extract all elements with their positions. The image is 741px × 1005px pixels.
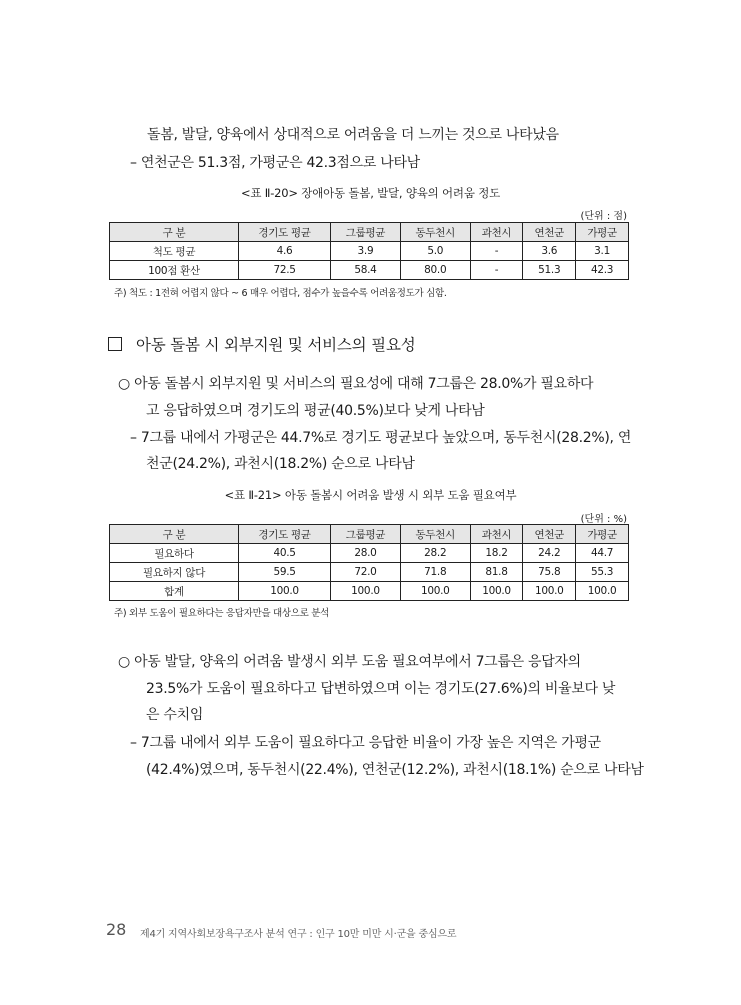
table2-header-cell: 그룹평균 bbox=[331, 525, 401, 544]
table-row bbox=[110, 582, 629, 601]
table-cell: 18.2 bbox=[470, 544, 523, 563]
table-cell: 100점 환산 bbox=[110, 261, 239, 280]
para2-line-5: (42.4%)였으며, 동두천시(22.4%), 연천군(12.2%), 과천시(18.1%) 순으로 나타남 bbox=[146, 762, 644, 778]
table1-unit: (단위 : 점) bbox=[580, 211, 627, 222]
table1-header-cell: 동두천시 bbox=[400, 223, 470, 242]
table2-header-cell: 구 분 bbox=[110, 525, 239, 544]
section-title: 아동 돌봄 시 외부지원 및 서비스의 필요성 bbox=[136, 336, 416, 354]
table-cell: 75.8 bbox=[523, 563, 576, 582]
table-cell: 100.0 bbox=[331, 582, 401, 601]
intro-line-1: 돌봄, 발달, 양육에서 상대적으로 어려움을 더 느끼는 것으로 나타났음 bbox=[147, 127, 559, 143]
table-cell: 51.3 bbox=[523, 261, 576, 280]
table-row bbox=[110, 544, 629, 563]
table-row bbox=[110, 563, 629, 582]
para1-line-3: – 7그룹 내에서 가평군은 44.7%로 경기도 평균보다 높았으며, 동두천시(28.2%), 연 bbox=[130, 430, 632, 446]
table1-header-cell: 그룹평균 bbox=[331, 223, 401, 242]
table-cell: 55.3 bbox=[576, 563, 629, 582]
intro-line-2: – 연천군은 51.3점, 가평군은 42.3점으로 나타남 bbox=[130, 155, 420, 171]
table-cell: 3.9 bbox=[331, 242, 401, 261]
table1-header-cell: 가평군 bbox=[576, 223, 629, 242]
table-cell: 3.1 bbox=[576, 242, 629, 261]
para1-line-4: 천군(24.2%), 과천시(18.2%) 순으로 나타남 bbox=[146, 456, 415, 472]
table-row bbox=[110, 242, 629, 261]
table-cell: 42.3 bbox=[576, 261, 629, 280]
para2-line-2: 23.5%가 도움이 필요하다고 답변하였으며 이는 경기도(27.6%)의 비율보다 낮 bbox=[146, 681, 616, 697]
para2-line-3: 은 수치임 bbox=[146, 707, 204, 723]
table-cell: 100.0 bbox=[470, 582, 523, 601]
table2-note: 주) 외부 도움이 필요하다는 응답자만을 대상으로 분석 bbox=[114, 608, 330, 619]
table2-unit: (단위 : %) bbox=[580, 514, 627, 525]
table1-header-cell: 경기도 평균 bbox=[239, 223, 331, 242]
table-cell: 40.5 bbox=[239, 544, 331, 563]
table-cell: 28.2 bbox=[400, 544, 470, 563]
table-cell: 5.0 bbox=[400, 242, 470, 261]
para2-line-1: ○ 아동 발달, 양육의 어려움 발생시 외부 도움 필요여부에서 7그룹은 응답자의 bbox=[118, 654, 581, 670]
table-cell: 100.0 bbox=[576, 582, 629, 601]
page-number: 28 bbox=[106, 920, 127, 939]
table-cell: 80.0 bbox=[400, 261, 470, 280]
table2-caption: <표 Ⅱ-21> 아동 돌봄시 어려움 발생 시 외부 도움 필요여부 bbox=[224, 488, 517, 502]
table-cell: 58.4 bbox=[331, 261, 401, 280]
table1-header-cell: 연천군 bbox=[523, 223, 576, 242]
table-cell: 72.0 bbox=[331, 563, 401, 582]
table-cell: 합계 bbox=[110, 582, 239, 601]
table2-header-row bbox=[110, 525, 629, 544]
table-cell: 71.8 bbox=[400, 563, 470, 582]
table-cell: - bbox=[470, 261, 523, 280]
table1-header-cell: 과천시 bbox=[470, 223, 523, 242]
table-cell: 24.2 bbox=[523, 544, 576, 563]
checkbox-square-icon bbox=[108, 337, 122, 351]
table-cell: 28.0 bbox=[331, 544, 401, 563]
table1-header-row bbox=[110, 223, 629, 242]
table2-header-cell: 과천시 bbox=[470, 525, 523, 544]
table-cell: 72.5 bbox=[239, 261, 331, 280]
section-heading bbox=[108, 333, 416, 355]
table-cell: - bbox=[470, 242, 523, 261]
para1-line-2: 고 응답하였으며 경기도의 평균(40.5%)보다 낮게 나타남 bbox=[146, 403, 485, 419]
table-cell: 3.6 bbox=[523, 242, 576, 261]
table-cell: 100.0 bbox=[523, 582, 576, 601]
table-cell: 필요하다 bbox=[110, 544, 239, 563]
table2-header-cell: 가평군 bbox=[576, 525, 629, 544]
para1-line-1: ○ 아동 돌봄시 외부지원 및 서비스의 필요성에 대해 7그룹은 28.0%가 필요하다 bbox=[118, 376, 594, 392]
table2-header-cell: 경기도 평균 bbox=[239, 525, 331, 544]
table2 bbox=[109, 524, 629, 601]
table-cell: 44.7 bbox=[576, 544, 629, 563]
table1-header-cell: 구 분 bbox=[110, 223, 239, 242]
table2-header-cell: 동두천시 bbox=[400, 525, 470, 544]
table1-note: 주) 척도 : 1전혀 어렵지 않다 ~ 6 매우 어렵다, 점수가 높을수록 어려움정도가 심함. bbox=[114, 288, 447, 299]
footer-title: 제4기 지역사회보장욕구조사 분석 연구 : 인구 10만 미만 시·군을 중심으로 bbox=[140, 929, 457, 940]
table-cell: 100.0 bbox=[239, 582, 331, 601]
table-cell: 81.8 bbox=[470, 563, 523, 582]
table-cell: 필요하지 않다 bbox=[110, 563, 239, 582]
table-cell: 4.6 bbox=[239, 242, 331, 261]
table1 bbox=[109, 222, 629, 280]
table1-caption: <표 Ⅱ-20> 장애아동 돌봄, 발달, 양육의 어려움 정도 bbox=[240, 186, 501, 200]
table-cell: 59.5 bbox=[239, 563, 331, 582]
table-row bbox=[110, 261, 629, 280]
table2-header-cell: 연천군 bbox=[523, 525, 576, 544]
para2-line-4: – 7그룹 내에서 외부 도움이 필요하다고 응답한 비율이 가장 높은 지역은 가평군 bbox=[130, 735, 601, 751]
table-cell: 100.0 bbox=[400, 582, 470, 601]
table-cell: 척도 평균 bbox=[110, 242, 239, 261]
